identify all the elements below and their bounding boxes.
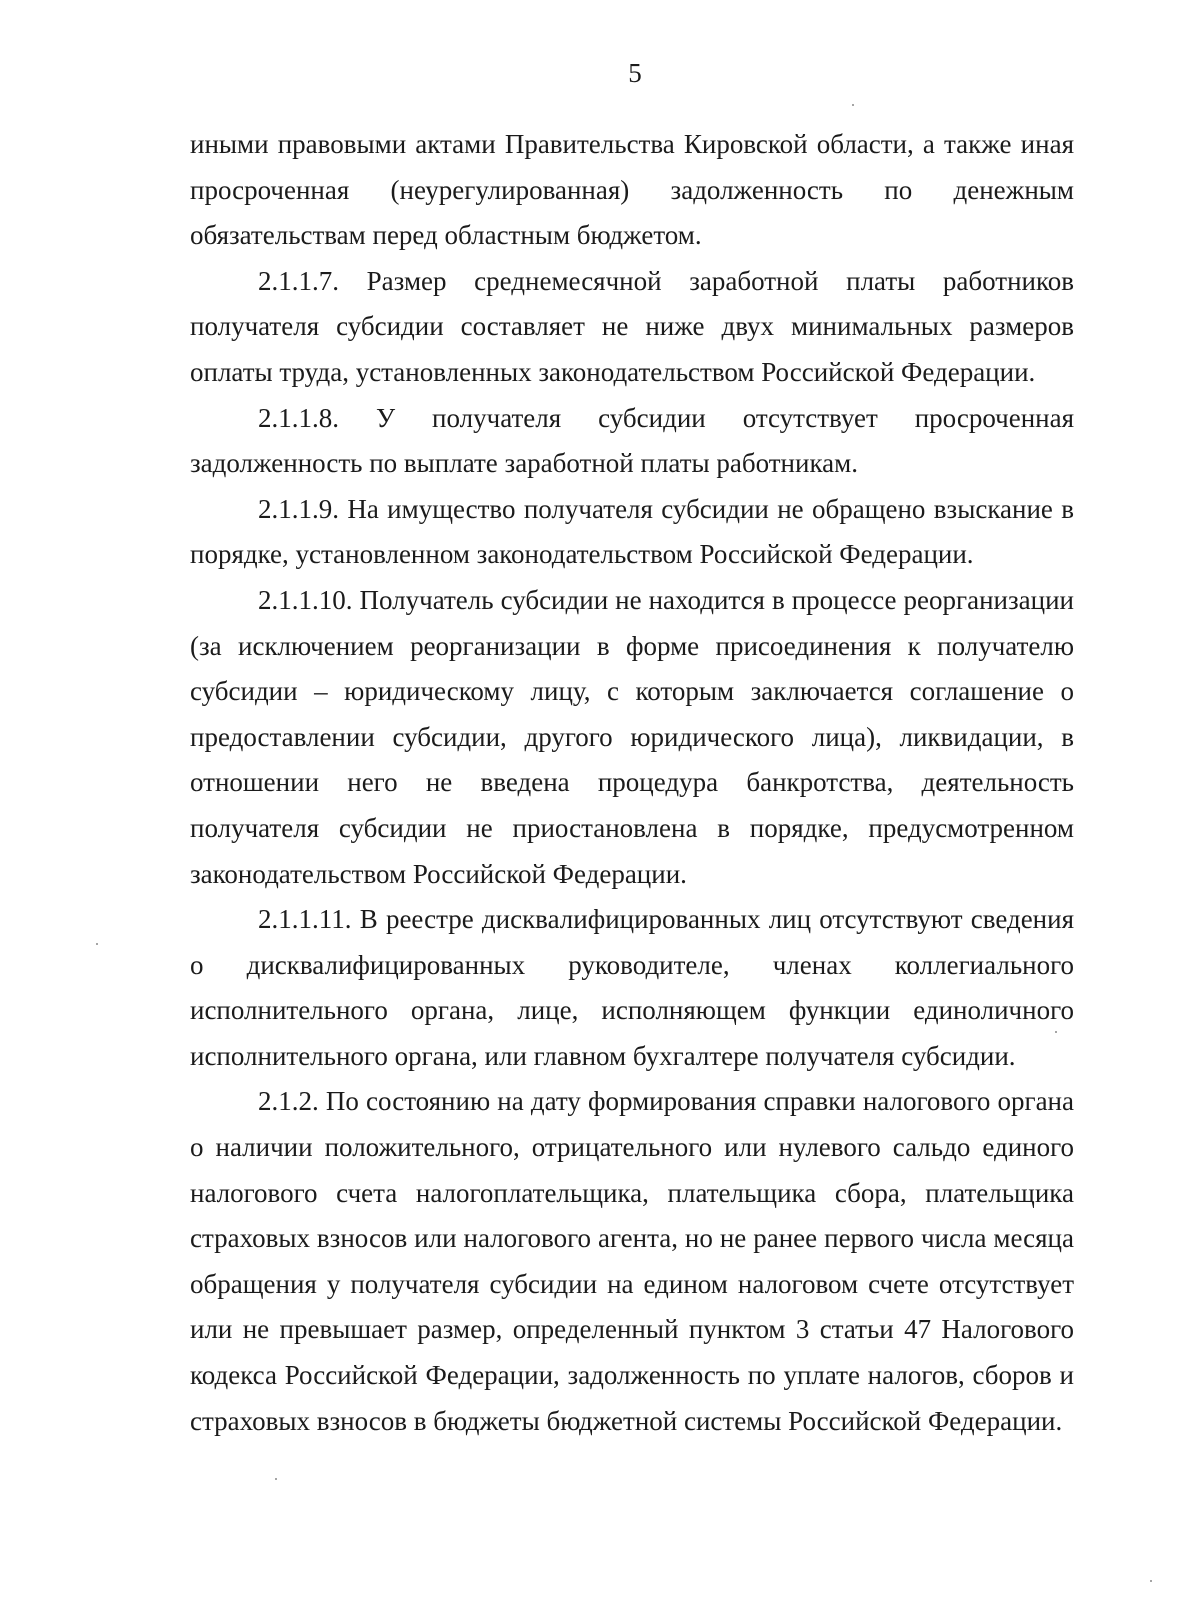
scan-speck	[1055, 1031, 1057, 1033]
paragraph-2-1-1-7: 2.1.1.7. Размер среднемесячной заработной платы работников получателя субсидии составляет не ниже двух минимальных размеров оплаты труда, установленных законодательством Российской Федерации.	[190, 265, 1074, 387]
page-number: 5	[628, 58, 642, 88]
scan-speck	[96, 943, 98, 945]
paragraph-2-1-1-10: 2.1.1.10. Получатель субсидии не находится в процессе реорганизации (за исключением реорганизации в форме присоединения к получателю субсидии – юридическому лицу, с которым заключается соглашение о предоставлении субсидии, другого юридического лица), ликвидации, в отношении него не введена процедура банкротства, деятельность получателя субсидии не приостановлена в порядке, предусмотренном законодательством Российской Федерации.	[190, 584, 1074, 889]
paragraph-2-1-2: 2.1.2. По состоянию на дату формирования справки налогового органа о наличии положительного, отрицательного или нулевого сальдо единого налогового счета налогоплательщика, плательщика сбора, плательщика страховых взносов или налогового агента, но не ранее первого числа месяца обращения у получателя субсидии на едином налоговом счете отсутствует или не превышает размер, определенный пунктом 3 статьи 47 Налогового кодекса Российской Федерации, задолженность по уплате налогов, сборов и страховых взносов в бюджеты бюджетной системы Российской Федерации.	[190, 1086, 1074, 1436]
paragraph-2-1-1-9: 2.1.1.9. На имущество получателя субсидии не обращено взыскание в порядке, установленном законодательством Российской Федерации.	[190, 493, 1074, 570]
paragraph-continuation: иными правовыми актами Правительства Кировской области, а также иная просроченная (неурегулированная) задолженность по денежным обязательствам перед областным бюджетом.	[190, 129, 1074, 251]
paragraph-2-1-1-8: 2.1.1.8. У получателя субсидии отсутствует просроченная задолженность по выплате заработной платы работникам.	[190, 402, 1074, 479]
scan-speck	[1150, 1580, 1152, 1582]
scan-speck	[275, 1478, 277, 1480]
paragraph-2-1-1-11: 2.1.1.11. В реестре дисквалифицированных лиц отсутствуют сведения о дисквалифицированных руководителе, членах коллегиального исполнительного органа, лице, исполняющем функции единоличного исполнительного органа, или главном бухгалтере получателя субсидии.	[190, 904, 1074, 1071]
document-body	[190, 122, 1074, 1444]
scan-speck	[852, 104, 854, 106]
